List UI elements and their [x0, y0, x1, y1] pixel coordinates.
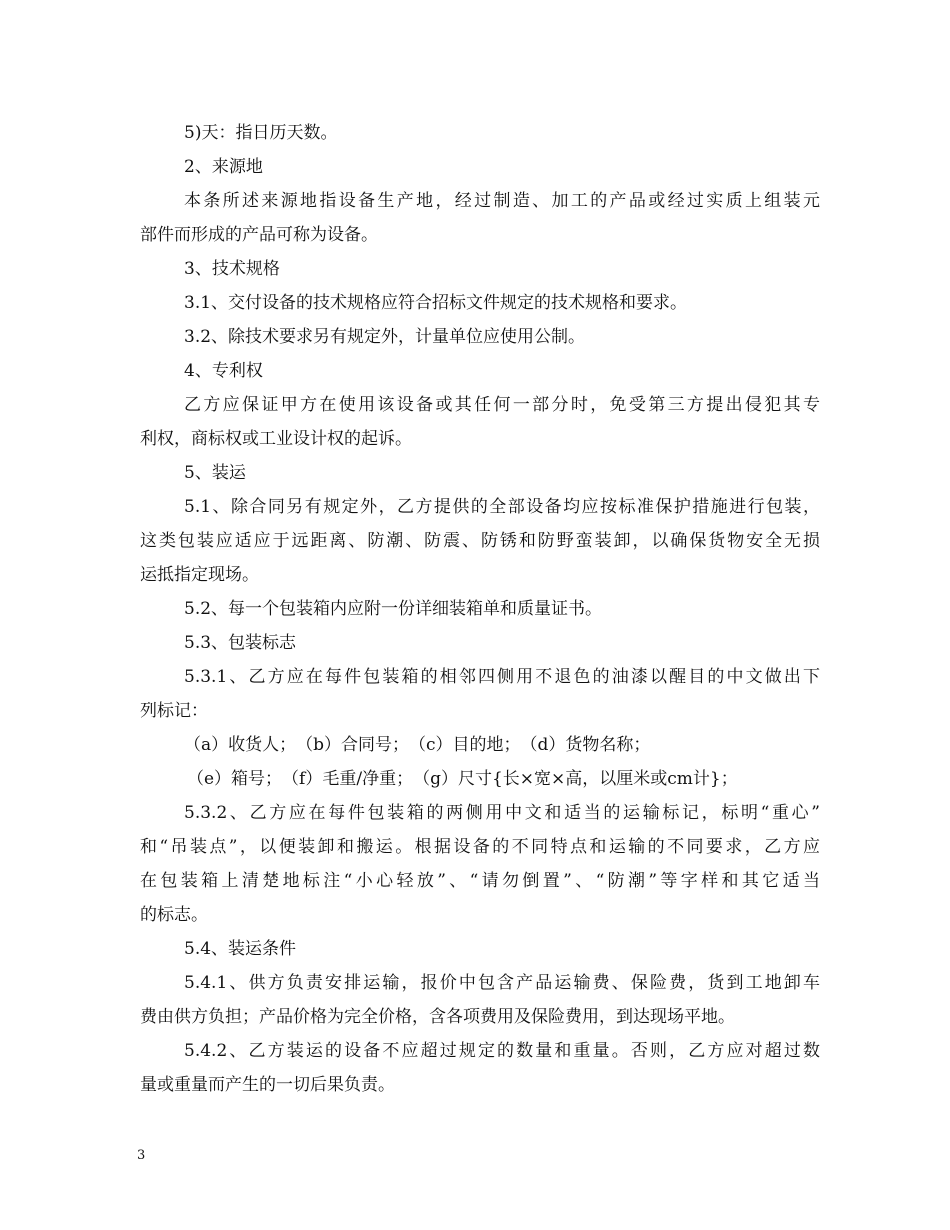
- text-line: 5.1、除合同另有规定外，乙方提供的全部设备均应按标准保护措施进行包装，: [184, 497, 820, 517]
- text-line: 5)天：指日历天数。: [184, 123, 338, 143]
- text-line: 本条所述来源地指设备生产地，经过制造、加工的产品或经过实质上组装元: [184, 191, 820, 211]
- document-body: [140, 116, 820, 1102]
- text-line: （a）收货人； （b）合同号； （c）目的地； （d）货物名称；: [184, 735, 651, 755]
- page-number: 3: [137, 1148, 146, 1163]
- text-line: 利权，商标权或工业设计权的起诉。: [140, 429, 412, 449]
- text-line: 这类包装应适应于远距离、防潮、防震、防锈和防野蛮装卸，以确保货物安全无损: [140, 531, 820, 551]
- text-line: 3.2、除技术要求另有规定外，计量单位应使用公制。: [184, 327, 586, 347]
- text-line: 5.4.2、乙方装运的设备不应超过规定的数量和重量。否则，乙方应对超过数: [184, 1041, 820, 1061]
- text-line: 5.4.1、供方负责安排运输，报价中包含产品运输费、保险费，货到工地卸车: [184, 973, 820, 993]
- text-line: 5.3、包装标志: [184, 633, 297, 653]
- text-line: 和“吊装点”，以便装卸和搬运。根据设备的不同特点和运输的不同要求，乙方应: [140, 837, 820, 857]
- text-line: 2、来源地: [184, 157, 263, 177]
- text-line: 费由供方负担；产品价格为完全价格，含各项费用及保险费用，到达现场平地。: [140, 1007, 735, 1027]
- text-line: 5、装运: [184, 463, 246, 483]
- text-line: 乙方应保证甲方在使用该设备或其任何一部分时，免受第三方提出侵犯其专: [184, 395, 820, 415]
- text-line: 在包装箱上清楚地标注“小心轻放”、“请勿倒置”、“防潮”等字样和其它适当: [140, 871, 820, 891]
- text-line: 量或重量而产生的一切后果负责。: [140, 1075, 395, 1095]
- text-line: 3.1、交付设备的技术规格应符合招标文件规定的技术规格和要求。: [184, 293, 688, 313]
- text-line: 5.3.1、乙方应在每件包装箱的相邻四侧用不退色的油漆以醒目的中文做出下: [184, 667, 820, 687]
- text-line: 5.3.2、乙方应在每件包装箱的两侧用中文和适当的运输标记，标明“重心”: [184, 803, 820, 823]
- text-line: 运抵指定现场。: [140, 565, 259, 585]
- text-line: 4、专利权: [184, 361, 263, 381]
- text-line: 部件而形成的产品可称为设备。: [140, 225, 378, 245]
- text-line: 的标志。: [140, 905, 208, 925]
- text-line: 5.4、装运条件: [184, 939, 297, 959]
- text-line: 3、技术规格: [184, 259, 280, 279]
- text-line: 5.2、每一个包装箱内应附一份详细装箱单和质量证书。: [184, 599, 603, 619]
- text-line: （e）箱号； （f）毛重/净重； （g）尺寸{长×宽×高，以厘米或cm计}；: [187, 769, 738, 789]
- text-line: 列标记：: [140, 701, 208, 721]
